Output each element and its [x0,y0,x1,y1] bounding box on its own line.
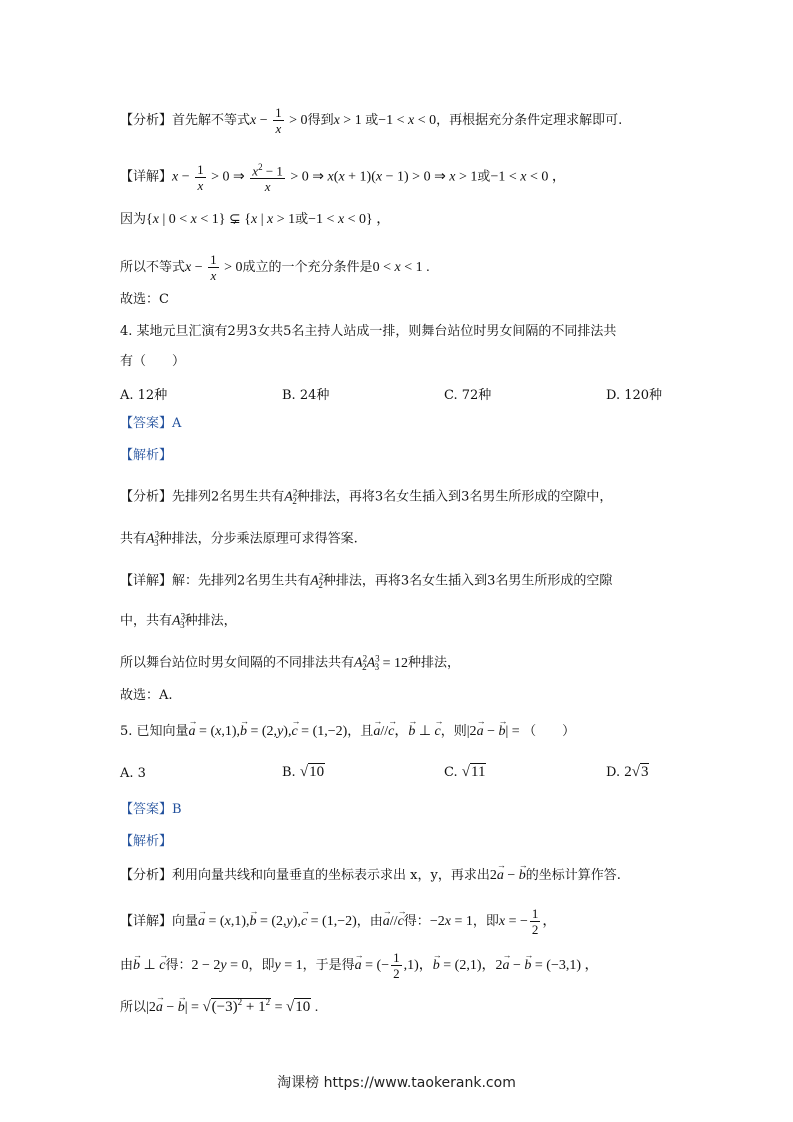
q4-xiangjie-line1: 【详解】解：先排列2名男生共有$A^2_2$种排法，再将3名女生插入到3名男生所形成的空隙 [120,571,613,591]
text: 或 [295,212,309,227]
text: 种排法，再将3名女生插入到3名男生所形成的空隙 [322,573,613,589]
q5-option-d: D. 2√3 [606,764,649,780]
text: 或 [477,169,491,185]
xiangjie-tag: 【详解】 [120,169,173,185]
q4-stem-1: 4. 某地元旦汇演有2男3女共5名主持人站成一排，则舞台站位时男女间隔的不同排法共 [120,324,617,339]
text: 得： [403,914,430,929]
q4-answer: 【答案】A [120,416,182,431]
fenxi-tag: 【分析】 [120,113,173,128]
text: 种排法， [408,655,461,671]
q3-choice: 故选：C [120,292,169,307]
text: ，则 [440,724,467,739]
text: 共有 [120,531,147,547]
q4-fenxi-line2: 共有$A^3_3$种排法，分步乘法原理可求得答案. [120,529,358,549]
q4-option-d: D. 120种 [606,388,663,403]
text: 利用向量共线和向量垂直的坐标表示求出 x，y，再求出 [172,868,490,883]
text: ，即 [248,958,275,973]
text: ，再根据充分条件定理求解即可. [436,113,623,128]
q5-so-line: 所以|2→ a − → $b| = √(-3)^2 + 1^2 = √10$ . [120,992,318,1018]
q4-fenxi-line1: 【分析】先排列2名男生共有$A^2_2$种排法，再将3名女生插入到3名男生所形成的空隙中， [120,487,613,507]
q5-answer: 【答案】B [120,802,182,817]
text: 所以不等式 [120,260,186,275]
text: 种排法，再将3名女生插入到3名男生所形成的空隙中， [296,489,613,505]
q3-because-line: 因为{x | 0 < x < 1} ⊊ {x | x > 1或−1 < x < 0} ， [120,212,391,227]
q3-so-line: 所以不等式x − $\frac{1}{x}$ > 0成立的一个充分条件是0 < x < 1 . [120,252,430,283]
q4-stem-2: 有（ ） [120,354,186,369]
q4-choice: 故选：A. [120,688,173,703]
q3-xiangjie-line: 【详解】x − $\frac{1}{x}$ > 0 ⇒ $\frac{x^2 - 1}{x}$ > 0 ⇒ x(x + 1)(x − 1) > 0 ⇒ x > 1或−1 < x < 0 ， [120,161,566,195]
q5-option-b: B. √10 [282,764,325,780]
q4-xiangjie-line2: 中，共有$A^3_3$种排法， [120,611,237,631]
xiangjie-tag: 【详解】 [120,573,173,589]
q4-jiexi: 【解析】 [120,448,173,463]
q5-option-c: C. √11 [444,764,486,780]
text: 解：先排列2名男生共有 [172,573,311,589]
text: 种排法， [184,613,237,629]
text: ，于是得 [302,958,355,973]
q4-so-line: 所以舞台站位时男女间隔的不同排法共有$A^2_2A^3_3 = 12$种排法， [120,653,461,673]
text: 先排列2名男生共有 [172,489,285,505]
q3-fenxi-line: 【分析】首先解不等式x − $\frac{1}{x}$ > 0得到x > 1 或−1 < x < 0，再根据充分条件定理求解即可. [120,105,623,136]
text: 所以 [120,1000,147,1015]
q5-jiexi: 【解析】 [120,834,173,849]
text: 得： [165,958,192,973]
text: ，且 [347,724,374,739]
text: 首先解不等式 [172,113,251,128]
text: 成立的一个充分条件是 [242,260,373,275]
q4-option-b: B. 24种 [282,388,330,403]
xiangjie-tag: 【详解】 [120,914,173,929]
q5-xiangjie-line2: 由→ b ⊥ → c得：2 − 2y = 0，即y = 1，于是得→ a = (− $\frac{1}{2}$ ,1)，→ b = (2,1)，2→ a − → b = (−3,1) ， [120,950,599,981]
text: 的坐标计算作答. [525,868,621,883]
text: 中，共有 [120,613,173,629]
q4-option-c: C. 72种 [444,388,492,403]
text: ，由 [356,914,383,929]
text: ，即 [472,914,499,929]
text: 所以舞台站位时男女间隔的不同排法共有 [120,655,355,671]
text: 向量 [172,914,199,929]
q5-stem: 5. 已知向量→ a = (x,1),→ b = (2,y),→ c = (1,−2)，且→ a//→ c，→ b ⊥ → c，则|2→ a − → b| = （ ） [120,722,575,742]
footer-watermark: 淘课榜 https://www.taokerank.com [277,1075,516,1091]
text: 或 [365,113,379,128]
text: 由 [120,958,134,973]
q4-option-a: A. 12种 [120,388,168,403]
text: 种排法，分步乘法原理可求得答案. [158,531,358,547]
text: 5. 已知向量 [120,724,189,739]
q5-xiangjie-line1: 【详解】向量→ a = (x,1),→ b = (2,y),→ c = (1,−2)，由→ a//→ c得：−2x = 1，即x = − $\frac{1}{2}$ ， [120,906,556,937]
fenxi-tag: 【分析】 [120,868,173,883]
fenxi-tag: 【分析】 [120,489,173,505]
text: 因为 [120,212,147,227]
text: （ ） [523,724,576,739]
text: 得到 [307,113,334,128]
q5-fenxi-line: 【分析】利用向量共线和向量垂直的坐标表示求出 x，y，再求出2→ a − → b的坐标计算作答. [120,866,621,886]
q5-option-a: A. 3 [120,766,146,781]
